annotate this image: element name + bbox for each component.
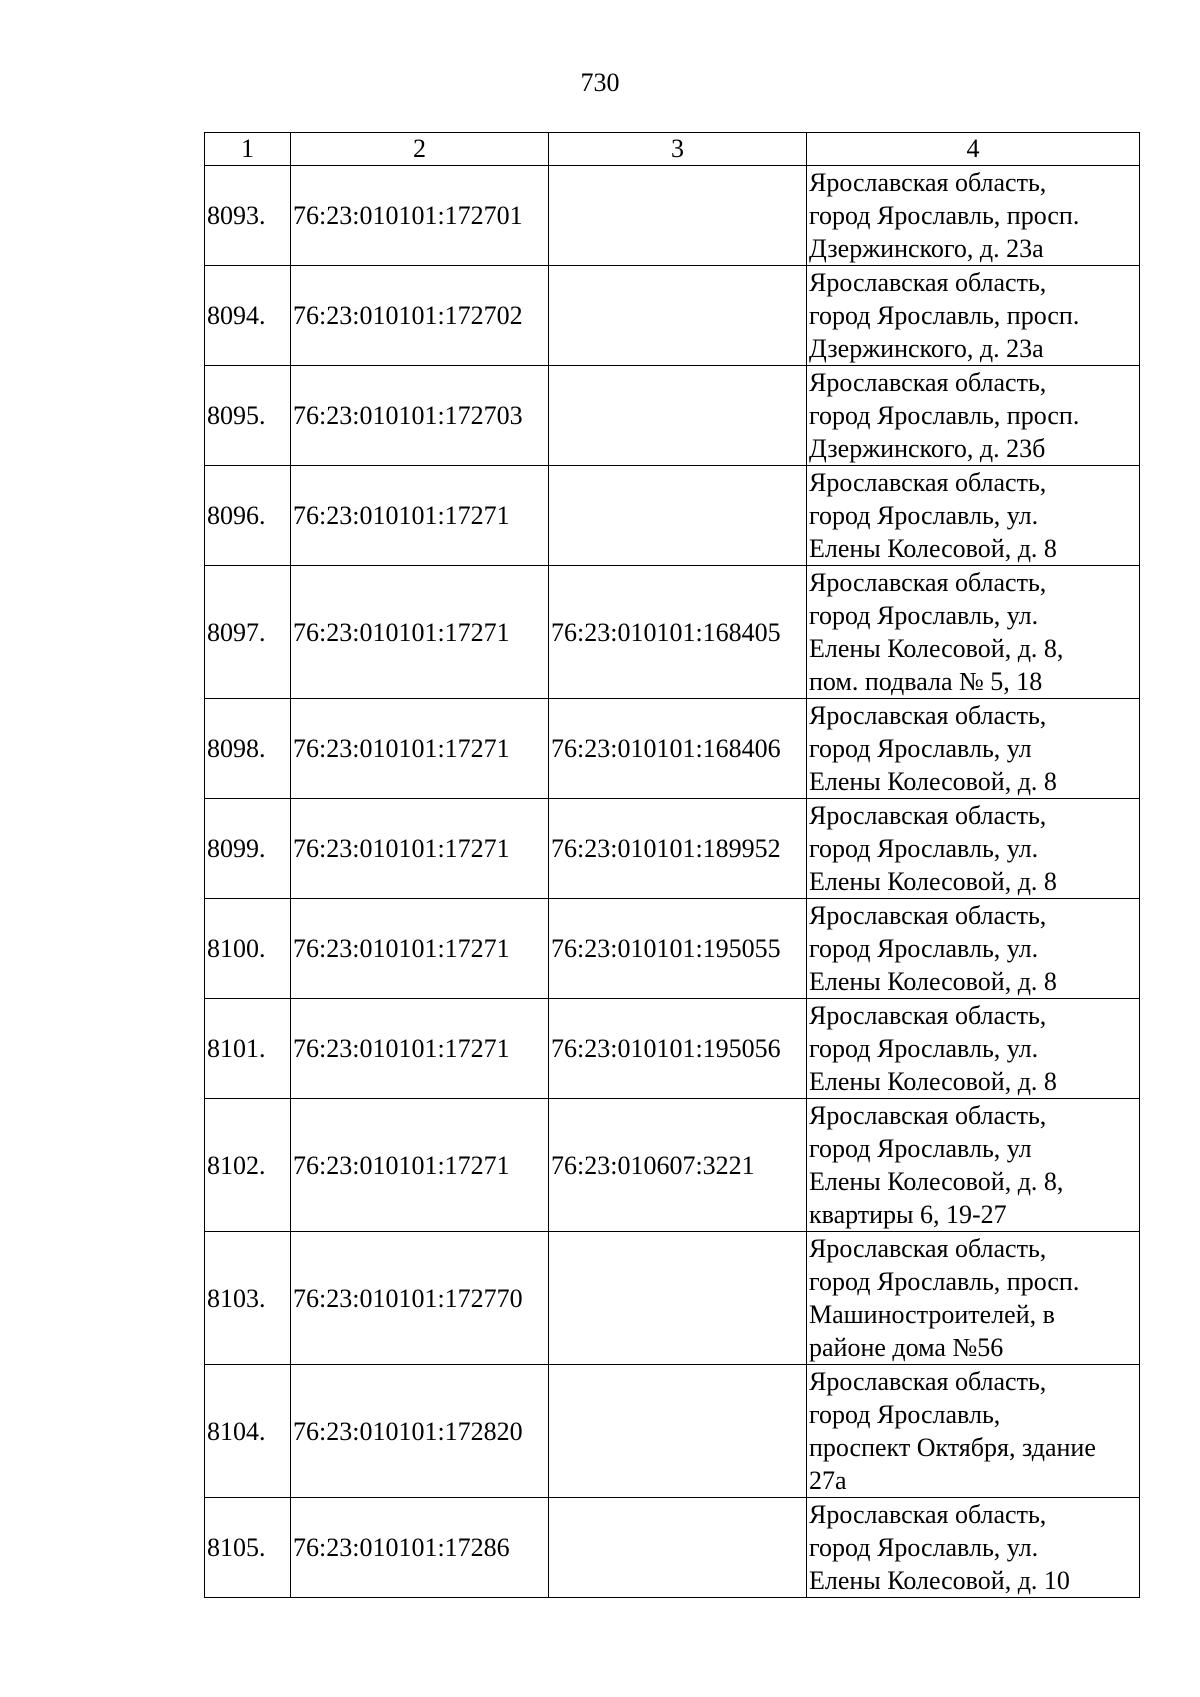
row-number: 8101. bbox=[205, 999, 291, 1099]
address-cell bbox=[807, 799, 1140, 899]
row-number: 8094. bbox=[205, 266, 291, 366]
cadastral-number: 76:23:010101:172703 bbox=[291, 366, 549, 466]
included-object-number: 76:23:010101:168406 bbox=[549, 699, 807, 799]
row-number: 8096. bbox=[205, 466, 291, 566]
address-line: город Ярославль, ул. bbox=[809, 1034, 1039, 1063]
cadastral-number: 76:23:010101:172702 bbox=[291, 266, 549, 366]
address-line: Дзержинского, д. 23а bbox=[809, 234, 1044, 263]
address-line: Ярославская область, bbox=[809, 168, 1047, 197]
included-object-number: 76:23:010101:195055 bbox=[549, 899, 807, 999]
address-line: Елены Колесовой, д. 8 bbox=[809, 867, 1057, 896]
included-object-number bbox=[549, 1365, 807, 1498]
table-row bbox=[205, 899, 1140, 999]
address-line: город Ярославль, просп. bbox=[809, 301, 1080, 330]
address-cell bbox=[807, 366, 1140, 466]
included-object-number bbox=[549, 466, 807, 566]
address-line: Елены Колесовой, д. 8 bbox=[809, 767, 1057, 796]
address-line: город Ярославль, ул. bbox=[809, 601, 1039, 630]
table-row bbox=[205, 266, 1140, 366]
row-number: 8103. bbox=[205, 1232, 291, 1365]
included-object-number bbox=[549, 1498, 807, 1598]
table-row bbox=[205, 1498, 1140, 1598]
address-cell bbox=[807, 566, 1140, 699]
table-body bbox=[205, 166, 1140, 1598]
included-object-number bbox=[549, 166, 807, 266]
address-line: Ярославская область, bbox=[809, 268, 1047, 297]
row-number: 8099. bbox=[205, 799, 291, 899]
address-line: Ярославская область, bbox=[809, 701, 1047, 730]
table-header bbox=[205, 133, 1140, 166]
row-number: 8098. bbox=[205, 699, 291, 799]
included-object-number: 76:23:010101:195056 bbox=[549, 999, 807, 1099]
address-line: 27а bbox=[809, 1466, 847, 1495]
cadastral-number: 76:23:010101:17271 bbox=[291, 466, 549, 566]
table-row bbox=[205, 566, 1140, 699]
address-line: город Ярославль, ул. bbox=[809, 934, 1039, 963]
address-line: Машиностроителей, в bbox=[809, 1300, 1055, 1329]
address-line: Елены Колесовой, д. 8, bbox=[809, 1167, 1064, 1196]
cadastral-number: 76:23:010101:17286 bbox=[291, 1498, 549, 1598]
cadastral-number: 76:23:010101:172701 bbox=[291, 166, 549, 266]
address-line: Ярославская область, bbox=[809, 1101, 1047, 1130]
table-row bbox=[205, 366, 1140, 466]
address-line: Елены Колесовой, д. 8 bbox=[809, 967, 1057, 996]
address-line: Ярославская область, bbox=[809, 801, 1047, 830]
address-cell bbox=[807, 1232, 1140, 1365]
included-object-number bbox=[549, 266, 807, 366]
address-line: город Ярославль, ул. bbox=[809, 834, 1039, 863]
cadastral-number: 76:23:010101:17271 bbox=[291, 566, 549, 699]
cadastral-number: 76:23:010101:17271 bbox=[291, 699, 549, 799]
included-object-number: 76:23:010101:189952 bbox=[549, 799, 807, 899]
cadastral-number: 76:23:010101:17271 bbox=[291, 999, 549, 1099]
row-number: 8095. bbox=[205, 366, 291, 466]
table-row bbox=[205, 699, 1140, 799]
address-cell bbox=[807, 1498, 1140, 1598]
address-line: Дзержинского, д. 23б bbox=[809, 434, 1046, 463]
address-line: Елены Колесовой, д. 8 bbox=[809, 1067, 1057, 1096]
row-number: 8104. bbox=[205, 1365, 291, 1498]
header-row bbox=[205, 133, 1140, 166]
header-col-2: 2 bbox=[291, 133, 549, 166]
address-line: Ярославская область, bbox=[809, 368, 1047, 397]
header-col-4: 4 bbox=[807, 133, 1140, 166]
address-cell bbox=[807, 466, 1140, 566]
page-number: 730 bbox=[580, 68, 620, 97]
address-cell bbox=[807, 1099, 1140, 1232]
address-line: районе дома №56 bbox=[809, 1333, 1004, 1362]
table-row bbox=[205, 799, 1140, 899]
cadastral-number: 76:23:010101:172770 bbox=[291, 1232, 549, 1365]
address-line: Дзержинского, д. 23а bbox=[809, 334, 1044, 363]
cadastral-number: 76:23:010101:17271 bbox=[291, 1099, 549, 1232]
address-line: город Ярославль, ул bbox=[809, 734, 1032, 763]
address-cell bbox=[807, 999, 1140, 1099]
address-line: пом. подвала № 5, 18 bbox=[809, 667, 1043, 696]
address-cell bbox=[807, 1365, 1140, 1498]
table-row bbox=[205, 999, 1140, 1099]
address-line: город Ярославль, просп. bbox=[809, 401, 1080, 430]
address-line: город Ярославль, ул. bbox=[809, 501, 1039, 530]
address-line: город Ярославль, просп. bbox=[809, 201, 1080, 230]
included-object-number bbox=[549, 1232, 807, 1365]
address-line: Елены Колесовой, д. 10 bbox=[809, 1566, 1070, 1595]
table-row bbox=[205, 166, 1140, 266]
row-number: 8097. bbox=[205, 566, 291, 699]
address-line: Ярославская область, bbox=[809, 568, 1047, 597]
cadastral-number: 76:23:010101:17271 bbox=[291, 899, 549, 999]
row-number: 8102. bbox=[205, 1099, 291, 1232]
header-col-1: 1 bbox=[205, 133, 291, 166]
address-line: город Ярославль, просп. bbox=[809, 1267, 1080, 1296]
address-line: Ярославская область, bbox=[809, 1234, 1047, 1263]
table-row bbox=[205, 1365, 1140, 1498]
table-row bbox=[205, 466, 1140, 566]
address-line: город Ярославль, bbox=[809, 1400, 1001, 1429]
address-cell bbox=[807, 266, 1140, 366]
row-number: 8093. bbox=[205, 166, 291, 266]
address-line: Елены Колесовой, д. 8, bbox=[809, 634, 1064, 663]
address-line: Ярославская область, bbox=[809, 1001, 1047, 1030]
address-line: проспект Октября, здание bbox=[809, 1433, 1096, 1462]
header-col-3: 3 bbox=[549, 133, 807, 166]
included-object-number: 76:23:010101:168405 bbox=[549, 566, 807, 699]
registry-table bbox=[204, 132, 1140, 1598]
address-line: Ярославская область, bbox=[809, 901, 1047, 930]
cadastral-number: 76:23:010101:172820 bbox=[291, 1365, 549, 1498]
table-row bbox=[205, 1232, 1140, 1365]
address-cell bbox=[807, 699, 1140, 799]
cadastral-number: 76:23:010101:17271 bbox=[291, 799, 549, 899]
address-line: Ярославская область, bbox=[809, 1500, 1047, 1529]
address-line: Ярославская область, bbox=[809, 1367, 1047, 1396]
address-line: квартиры 6, 19-27 bbox=[809, 1200, 1007, 1229]
address-line: Ярославская область, bbox=[809, 468, 1047, 497]
address-line: город Ярославль, ул bbox=[809, 1134, 1032, 1163]
included-object-number: 76:23:010607:3221 bbox=[549, 1099, 807, 1232]
address-cell bbox=[807, 899, 1140, 999]
address-line: город Ярославль, ул. bbox=[809, 1533, 1039, 1562]
row-number: 8105. bbox=[205, 1498, 291, 1598]
table-row bbox=[205, 1099, 1140, 1232]
address-line: Елены Колесовой, д. 8 bbox=[809, 534, 1057, 563]
address-cell bbox=[807, 166, 1140, 266]
row-number: 8100. bbox=[205, 899, 291, 999]
included-object-number bbox=[549, 366, 807, 466]
